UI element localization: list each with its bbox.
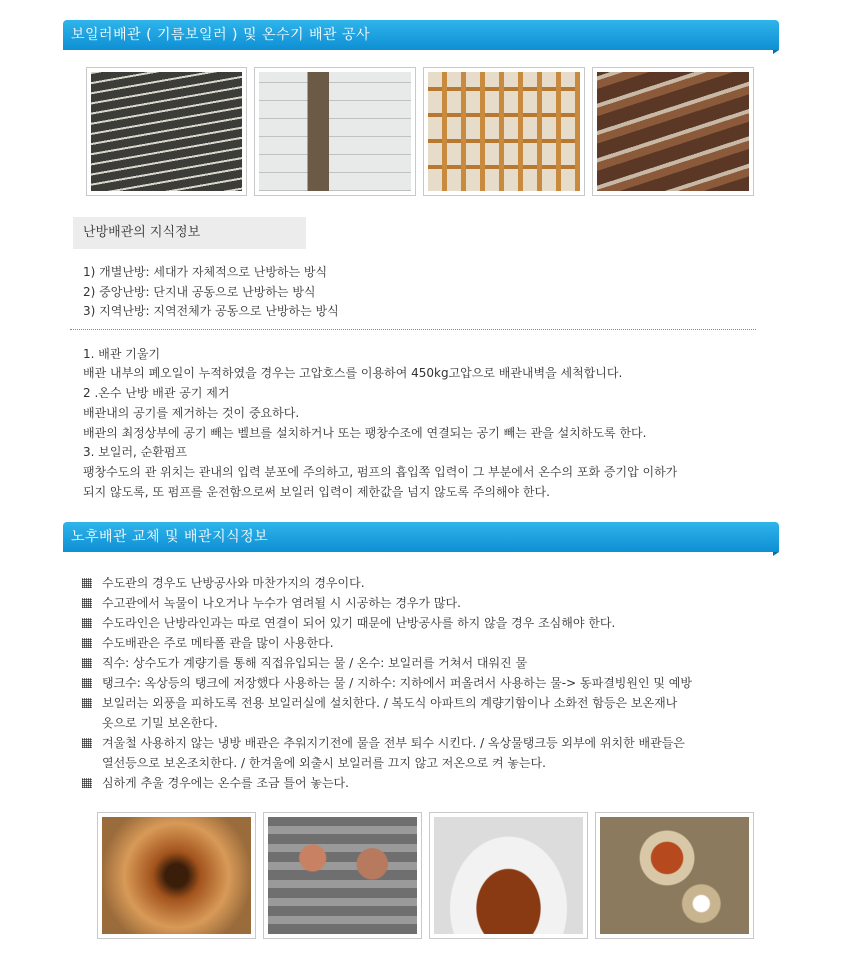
list-item: 수도배관은 주로 메타폴 관을 많이 사용한다. (82, 634, 334, 651)
heating-type-item: 3) 지역난방: 지역전체가 공동으로 난방하는 방식 (83, 304, 339, 318)
knowledge-tab-label: 난방배관의 지식정보 (83, 225, 201, 240)
photo-tile-wall (254, 67, 416, 196)
grid-bullet-icon (82, 618, 92, 628)
floor-heating-image (91, 72, 242, 191)
rust-water-image (434, 817, 583, 934)
list-item: 심하게 추울 경우에는 온수를 조금 틀어 놓는다. (82, 774, 349, 791)
list-item-continuation: 열선등으로 보온조치한다. / 한겨울에 외출시 보일러를 끄지 않고 저온으로 켜 놓는다. (102, 756, 546, 770)
rusty-valves-image (268, 817, 417, 934)
detail-text: 배관 내부의 폐오일이 누적하였을 경우는 고압호스를 이용하여 450kg고압으로 배관내벽을 세척합니다. (83, 366, 623, 380)
grid-bullet-icon (82, 638, 92, 648)
heating-type-item: 1) 개별난방: 세대가 자체적으로 난방하는 방식 (83, 265, 328, 279)
section-title: 노후배관 교체 및 배관지식정보 (71, 529, 269, 545)
photo-pipe-interior (97, 812, 256, 939)
detail-heading: 3. 보일러, 순환펌프 (83, 445, 188, 459)
detail-text: 배관의 최정상부에 공기 빼는 벨브를 설치하거나 또는 팽창수조에 연결되는 공기 빼는 관을 설치하도록 한다. (83, 426, 647, 440)
rusty-pipes-image (597, 72, 749, 191)
grid-bullet-icon (82, 698, 92, 708)
photo-row-bottom (97, 812, 761, 939)
photo-rusty-valves (263, 812, 422, 939)
detail-text: 배관내의 공기를 제거하는 것이 중요하다. (83, 406, 300, 420)
copper-pipes-image (428, 72, 580, 191)
corroded-pipe-interior-image (102, 817, 251, 934)
photo-row-top (86, 67, 761, 196)
photo-floor-heating (86, 67, 247, 196)
list-item: 수도라인은 난방라인과는 따로 연결이 되어 있기 때문에 난방공사를 하지 않을 경우 조심해야 한다. (82, 614, 615, 631)
list-item: 겨울철 사용하지 않는 냉방 배관은 추워지기전에 물을 전부 퇴수 시킨다. / 옥상물탱크등 외부에 위치한 배관들은 (82, 734, 685, 751)
grid-bullet-icon (82, 738, 92, 748)
heating-type-item: 2) 중앙난방: 단지내 공동으로 난방하는 방식 (83, 285, 316, 299)
list-item-continuation: 옷으로 기밀 보온한다. (102, 716, 218, 730)
grid-bullet-icon (82, 578, 92, 588)
list-item: 수고관에서 녹물이 나오거나 누수가 염려될 시 시공하는 경우가 많다. (82, 594, 461, 611)
corroded-fitting-image (600, 817, 749, 934)
dotted-divider (70, 329, 756, 330)
grid-bullet-icon (82, 598, 92, 608)
list-item: 직수: 상수도가 계량기를 통해 직접유입되는 물 / 온수: 보일러를 거쳐서 대워진 물 (82, 654, 527, 671)
list-item: 보일러는 외풍을 피하도록 전용 보일러실에 설치한다. / 복도식 아파트의 계량기함이나 소화전 함등은 보온재나 (82, 694, 677, 711)
detail-text: 되지 않도록, 또 펌프를 운전함으로써 보일러 입력이 제한값을 넘지 않도록 주의해야 한다. (83, 485, 550, 499)
grid-bullet-icon (82, 658, 92, 668)
detail-text: 팽창수도의 관 위치는 관내의 입력 분포에 주의하고, 펌프의 흡입쪽 입력이 그 부분에서 온수의 포화 증기압 이하가 (83, 465, 678, 479)
knowledge-tab (73, 217, 306, 249)
list-item: 수도관의 경우도 난방공사와 마찬가지의 경우이다. (82, 574, 365, 591)
photo-rusty-pipes (592, 67, 754, 196)
list-item: 탱크수: 옥상등의 탱크에 저장했다 사용하는 물 / 지하수: 지하에서 퍼올려서 사용하는 물-> 동파결빙원인 및 예방 (82, 674, 692, 691)
photo-copper-pipes (423, 67, 585, 196)
tile-wall-image (259, 72, 411, 191)
detail-heading: 2 .온수 난방 배관 공기 제거 (83, 386, 230, 400)
section-header-boiler-piping (63, 20, 779, 50)
photo-rust-water (429, 812, 588, 939)
grid-bullet-icon (82, 678, 92, 688)
section-title: 보일러배관 ( 기름보일러 ) 및 온수기 배관 공사 (71, 27, 371, 43)
detail-heading: 1. 배관 기울기 (83, 347, 161, 361)
section-header-old-pipe-replacement (63, 522, 779, 552)
grid-bullet-icon (82, 778, 92, 788)
photo-corroded-fitting (595, 812, 754, 939)
